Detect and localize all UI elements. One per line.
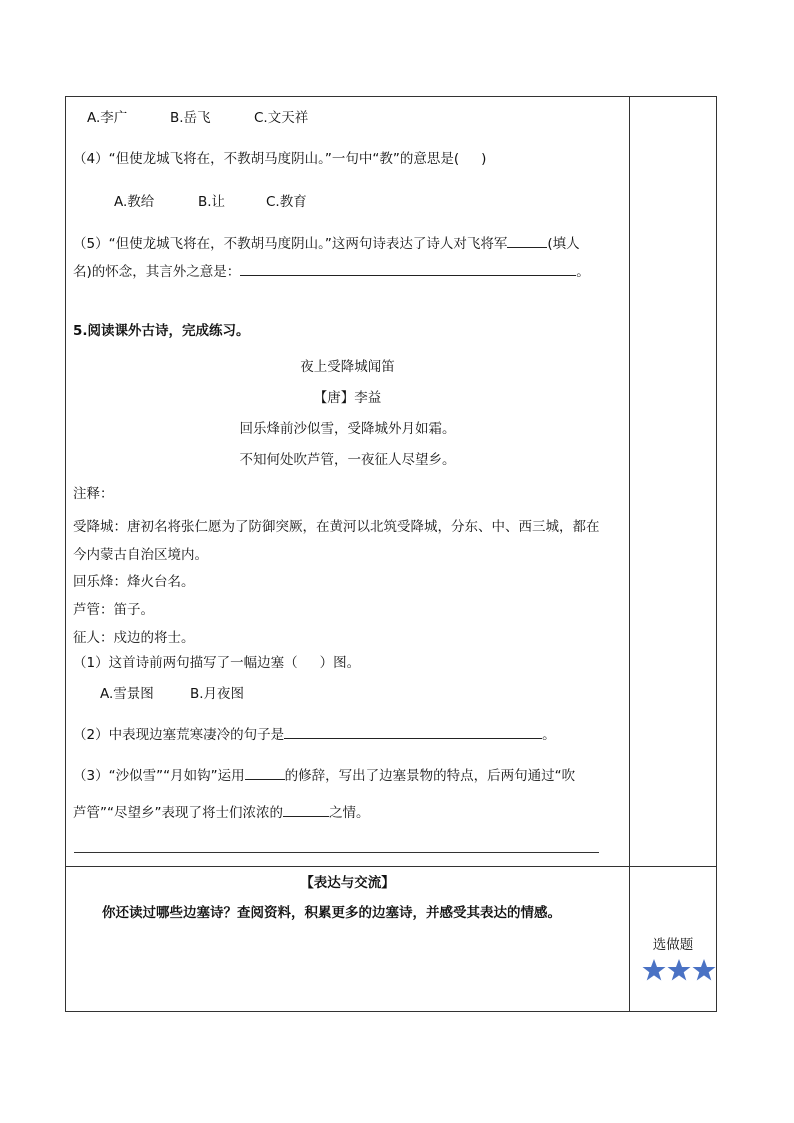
poem-author: 【唐】李益 [313, 390, 382, 406]
difficulty-stars [642, 958, 716, 982]
p1-prefix: （1）这首诗前两句描写了一幅边塞（ [73, 655, 298, 671]
q4-suffix: ) [481, 151, 487, 167]
q4-prefix: （4）“但使龙城飞将在，不教胡马度阴山。”一句中“教”的意思是( [73, 151, 460, 167]
q3-option-a: A.李广 [87, 110, 128, 126]
note-4: 征人：戍边的将士。 [73, 630, 195, 646]
q4-option-c: C.教育 [266, 194, 307, 210]
star-icon [667, 958, 691, 982]
row-divider [66, 866, 716, 867]
column-divider [629, 97, 630, 1011]
expression-body: 你还读过哪些边塞诗？查阅资料，积累更多的边塞诗，并感受其表达的情感。 [102, 905, 561, 921]
question-5-line1 [73, 235, 580, 252]
answer-blank [245, 767, 285, 780]
p1-option-b: B.月夜图 [190, 686, 245, 702]
star-icon [692, 958, 716, 982]
poem-question-1 [73, 657, 360, 671]
expression-heading: 【表达与交流】 [300, 875, 395, 891]
answer-blank [240, 263, 576, 276]
answer-blank [507, 235, 547, 248]
q5-line2-suffix: 。 [576, 264, 590, 280]
p3-line1-prefix: （3）“沙似雪”“月如钩”运用 [73, 768, 245, 784]
notes-label: 注释： [73, 486, 114, 502]
note-1-line2: 今内蒙古自治区境内。 [73, 547, 208, 563]
q4-option-a: A.教给 [114, 194, 155, 210]
q5-line1-suffix: (填人 [547, 236, 580, 252]
q5-line1-prefix: （5）“但使龙城飞将在，不教胡马度阴山。”这两句诗表达了诗人对飞将军 [73, 236, 508, 252]
poem-question-3-line2 [73, 804, 369, 821]
poem-question-2 [73, 726, 556, 743]
poem-line-2: 不知何处吹芦管，一夜征人尽望乡。 [239, 452, 456, 468]
p3-line2-suffix: 之情。 [328, 805, 370, 821]
q3-option-c: C.文天祥 [254, 110, 309, 126]
poem-title: 夜上受降城闻笛 [300, 359, 395, 375]
note-2: 回乐烽：烽火台名。 [73, 574, 195, 590]
p3-line2-prefix: 芦管”“尽望乡”表现了将士们浓浓的 [73, 805, 283, 821]
q4-option-b: B.让 [198, 194, 226, 210]
p1-option-a: A.雪景图 [100, 686, 154, 702]
star-icon [642, 958, 666, 982]
section-5-heading: 5.阅读课外古诗，完成练习。 [73, 323, 250, 339]
answer-line [74, 852, 599, 853]
q3-option-b: B.岳飞 [170, 110, 211, 126]
worksheet-table [65, 96, 717, 1012]
optional-label: 选做题 [652, 937, 694, 953]
p2-suffix: 。 [542, 727, 556, 743]
p3-line1-mid: 的修辞，写出了边塞景物的特点，后两句通过“吹 [284, 768, 576, 784]
answer-blank [283, 804, 329, 817]
note-3: 芦管：笛子。 [73, 602, 154, 618]
p1-suffix: ）图。 [319, 655, 361, 671]
poem-question-3-line1 [73, 767, 575, 784]
note-1-line1: 受降城：唐初名将张仁愿为了防御突厥，在黄河以北筑受降城，分东、中、西三城，都在 [73, 519, 600, 535]
answer-blank [284, 726, 542, 739]
q5-line2-prefix: 名)的怀念，其言外之意是： [73, 264, 241, 280]
p2-prefix: （2）中表现边塞荒寒凄冷的句子是 [73, 727, 285, 743]
question-5-line2 [73, 263, 590, 280]
question-4 [73, 153, 486, 167]
poem-line-1: 回乐烽前沙似雪，受降城外月如霜。 [239, 421, 456, 437]
